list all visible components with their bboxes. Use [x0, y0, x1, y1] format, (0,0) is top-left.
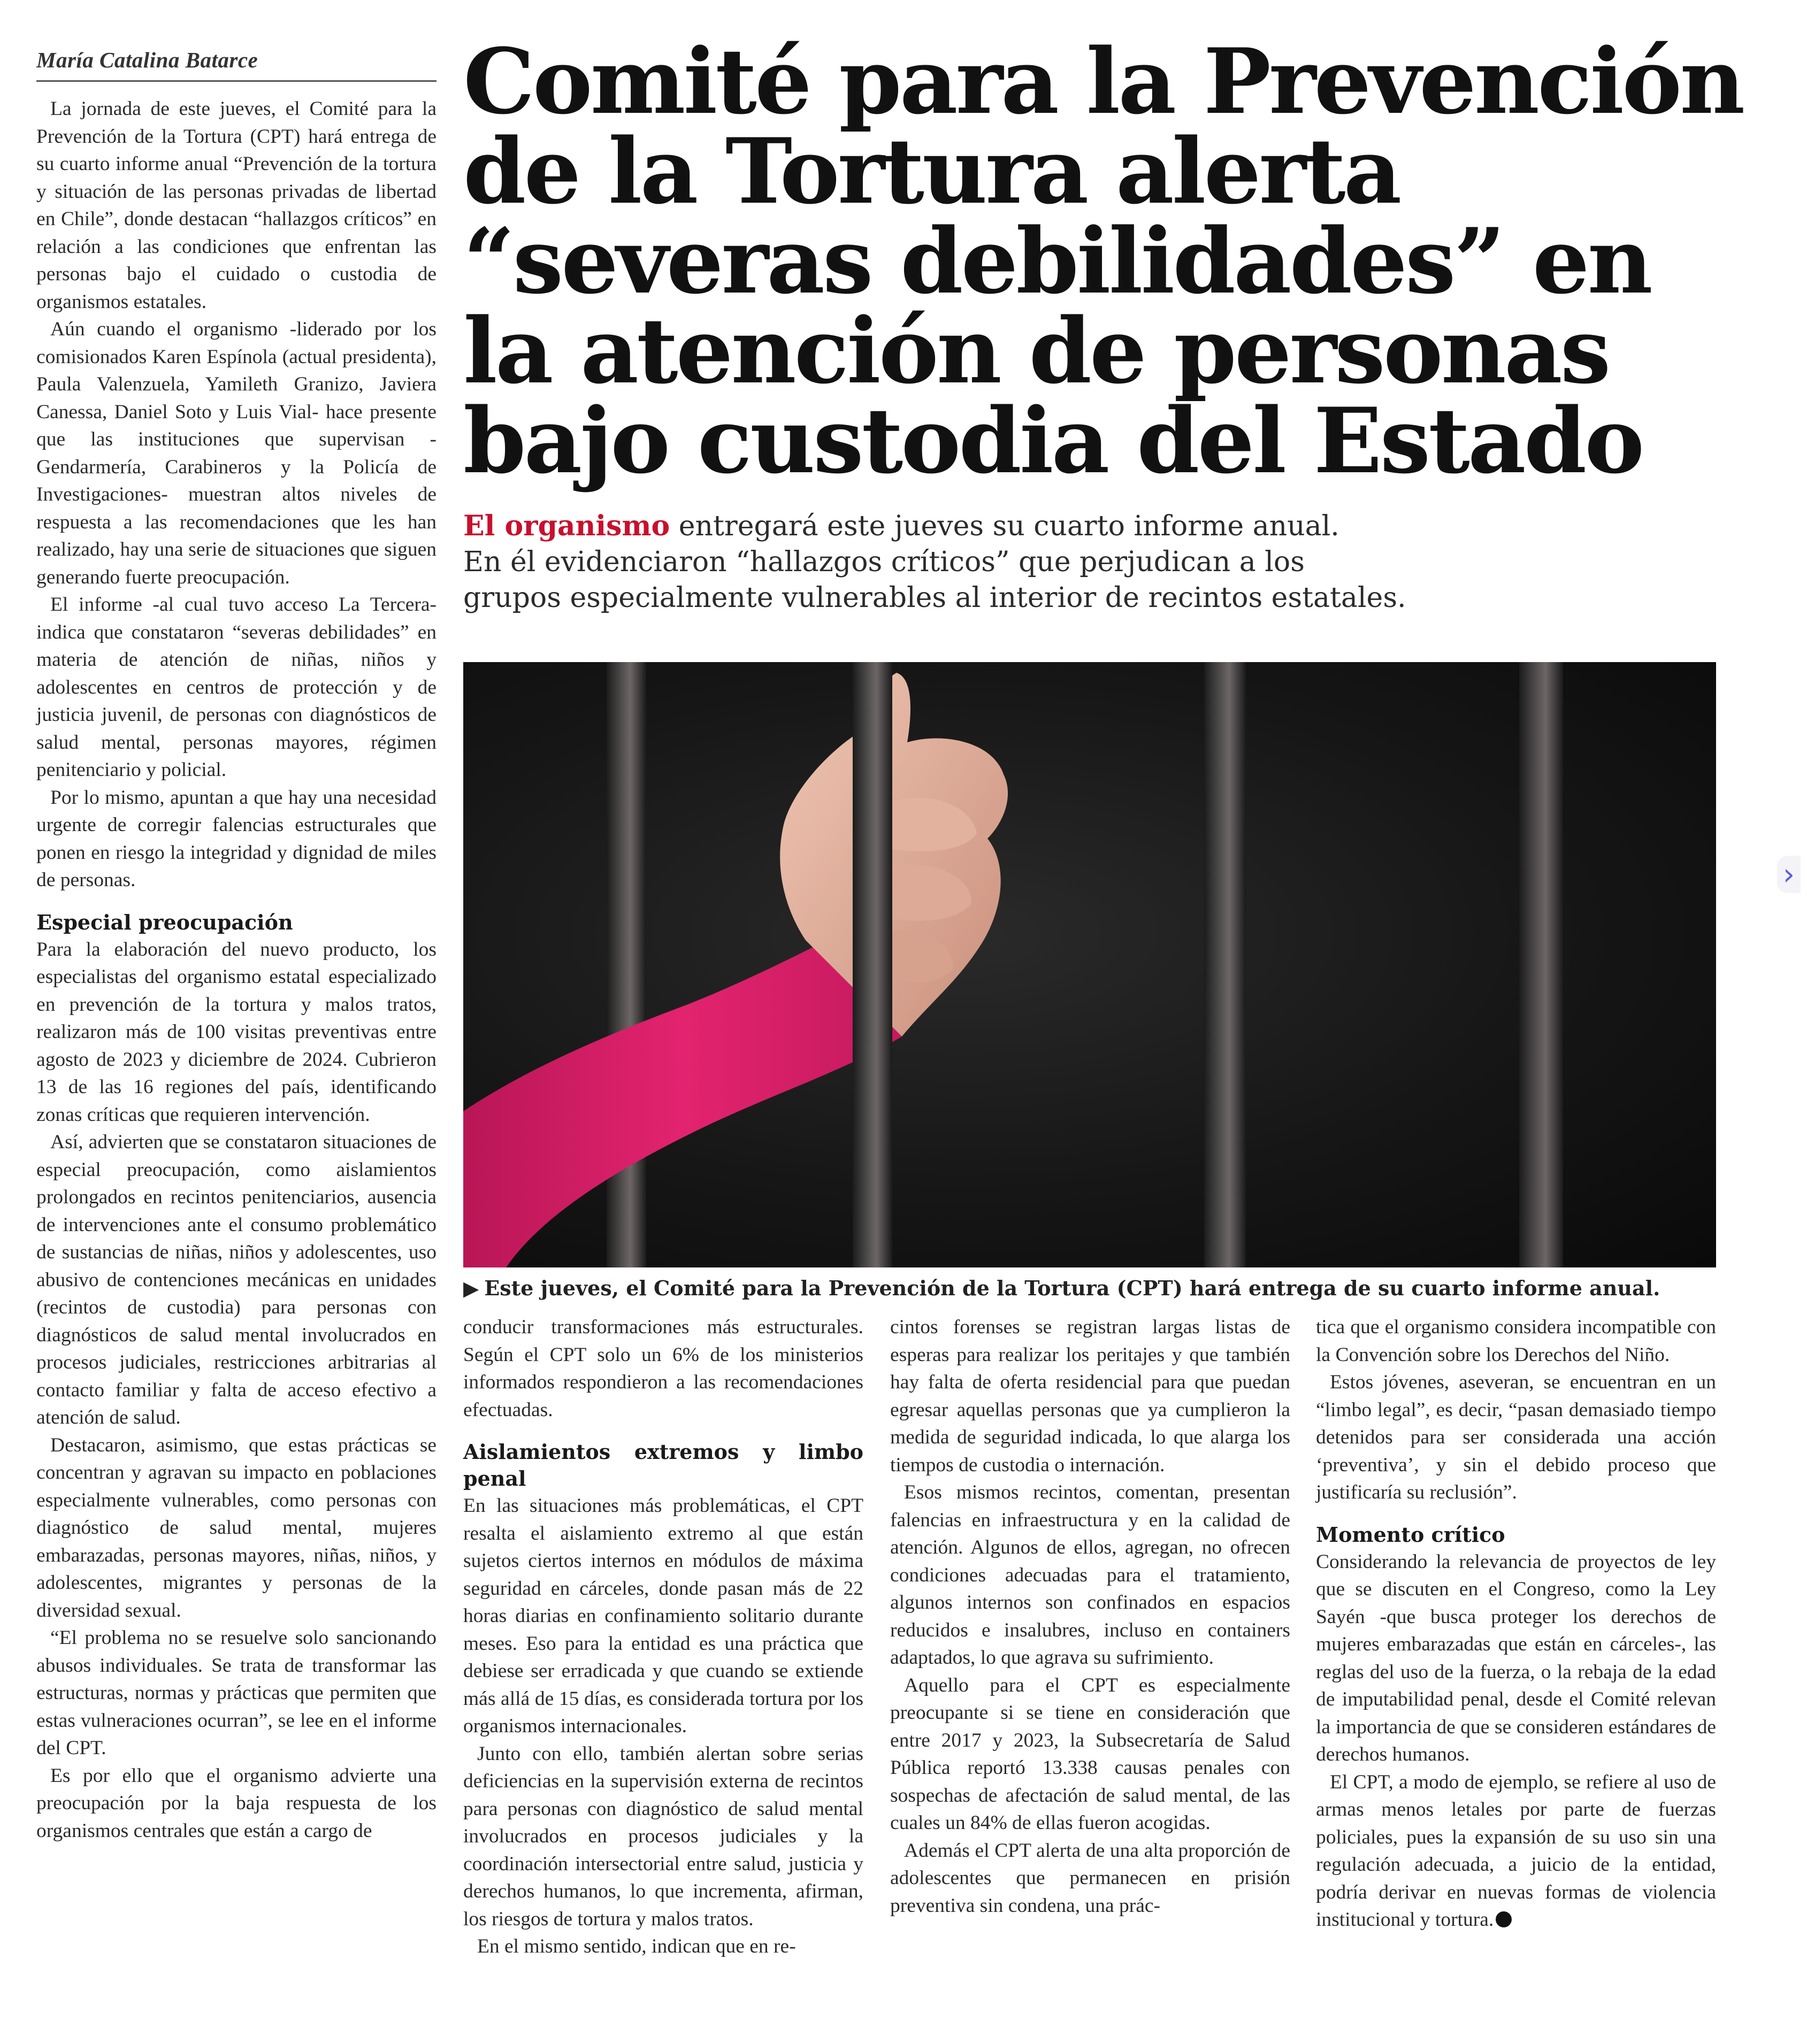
paragraph: Destacaron, asimismo, que estas prácticas se concentran y agravan su impacto en poblaciones especialmente vulnerables, como personas con diagnóstico de salud mental, mujeres embarazadas, personas mayores, niñas, niños, y adolescentes, migrantes y personas de la diversidad sexual.	[36, 1434, 437, 1622]
prison-bar	[853, 662, 892, 1267]
section-heading: Momento crítico	[1316, 1522, 1505, 1547]
paragraph: “El problema no se resuelve solo sancionando abusos individuales. Se trata de transformar las estructuras, normas y prácticas que permiten que estas vulneraciones ocurran”, se lee en el informe del CPT.	[36, 1627, 437, 1759]
paragraph: Así, advierten que se constataron situaciones de especial preocupación, como aislamientos prolongados en recintos penitenciarios, ausencia de intervenciones ante el consumo problemático de sustancias de niñas, niños y adolescentes, uso abusivo de contenciones mecánicas en unidades (recintos de custodia) para personas con diagnósticos de salud mental involucrados en procesos judiciales, restricciones arbitrarias al contacto familiar y falta de acceso efectivo a atención de salud.	[36, 1131, 437, 1428]
paragraph: Considerando la relevancia de proyectos de ley que se discuten en el Congreso, como la Ley Sayén -que busca proteger los derechos de mujeres embarazadas que están en cárceles-, las reglas del uso de la fuerza, o la rebaja de la edad de imputabilidad penal, desde el Comité relevan la importancia de que se consideren estándares de derechos humanos.	[1316, 1550, 1716, 1765]
headline	[463, 28, 1743, 494]
deck-text: grupos especialmente vulnerables al interior de recintos estatales.	[463, 582, 1406, 614]
paragraph-text: El CPT, a modo de ejemplo, se refiere al uso de armas menos letales por parte de fuerzas policiales, pues la expansión de su uso sin una regulación adecuada, a juicio de la entidad, podría derivar en nuevas formas de violencia institucional y tortura.	[1316, 1771, 1716, 1931]
end-mark-icon	[1496, 1911, 1512, 1927]
prison-bar	[1204, 662, 1246, 1267]
author-byline: María Catalina Batarce	[36, 48, 258, 72]
paragraph: Estos jóvenes, aseveran, se encuentran en un “limbo legal”, es decir, “pasan demasiado tiempo detenidos para ser considerada una acción ‘preventiva’, y sin el debido proceso que justificaría su reclusión”.	[1316, 1371, 1716, 1503]
deck-lead: El organismo	[463, 510, 670, 542]
paragraph: Aún cuando el organismo -liderado por los comisionados Karen Espínola (actual presidenta), Paula Valenzuela, Yamileth Granizo, Javiera Canessa, Daniel Soto y Luis Vial- hace presente que las instituciones que supervisan -Gendarmería, Carabineros y la Policía de Investigaciones- muestran altos niveles de respuesta a las recomendaciones que les han realizado, hay una serie de situaciones que siguen generando fuerte preocupación.	[36, 318, 437, 588]
headline-line: Comité para la Prevención	[463, 28, 1743, 134]
headline-line: de la Tortura alerta	[463, 118, 1400, 224]
headline-line: “severas debilidades” en	[463, 208, 1651, 314]
article-column-1	[36, 95, 437, 1845]
paragraph: El informe -al cual tuvo acceso La Tercera- indica que constataron “severas debilidades” en materia de atención de niñas, niños y adolescentes en centros de protección y de justicia juvenil, de personas con diagnósticos de salud mental, personas mayores, régimen penitenciario y policial.	[36, 594, 437, 781]
next-page-button[interactable]	[1777, 856, 1801, 893]
paragraph: tica que el organismo considera incompatible con la Convención sobre los Derechos del Niño.	[1316, 1316, 1716, 1366]
paragraph: Además el CPT alerta de una alta proporción de adolescentes que permanecen en prisión preventiva sin condena, una prác-	[890, 1839, 1290, 1917]
paragraph: La jornada de este jueves, el Comité para la Prevención de la Tortura (CPT) hará entrega de su cuarto informe anual “Prevención de la tortura y situación de las personas privadas de libertad en Chile”, donde destacan “hallazgos críticos” en relación a las condiciones que enfrentan las personas bajo el cuidado o custodia de organismos estatales.	[36, 98, 437, 313]
triangle-right-icon: ▶	[463, 1276, 479, 1300]
article-photo	[463, 662, 1716, 1267]
section-heading: Aislamientos extremos y limbo penal	[463, 1440, 863, 1490]
paragraph: conducir transformaciones más estructurales. Según el CPT solo un 6% de los ministerios informados respondieron a las recomendaciones efectuadas.	[463, 1316, 863, 1421]
paragraph: Es por ello que el organismo advierte una preocupación por la baja respuesta de los organismos centrales que están a cargo de	[36, 1764, 437, 1842]
prison-bar	[1519, 662, 1563, 1267]
byline-divider	[36, 80, 437, 82]
paragraph: Para la elaboración del nuevo producto, los especialistas del organismo estatal especializado en prevención de la tortura y malos tratos, realizaron más de 100 visitas preventivas entre agosto de 2023 y diciembre de 2024. Cubrieron 13 de las 16 regiones del país, identificando zonas críticas que requieren intervención.	[36, 938, 437, 1126]
photo-caption	[463, 1276, 1716, 1300]
deck-summary	[463, 508, 1406, 616]
article-column-4	[1316, 1313, 1716, 1934]
paragraph: Por lo mismo, apuntan a que hay una necesidad urgente de corregir falencias estructurales que ponen en riesgo la integridad y dignidad de miles de personas.	[36, 786, 437, 891]
paragraph: En el mismo sentido, indican que en re-	[477, 1935, 796, 1957]
pink-sleeve	[463, 940, 902, 1267]
caption-text: Este jueves, el Comité para la Prevención de la Tortura (CPT) hará entrega de su cuarto informe anual.	[484, 1276, 1660, 1300]
paragraph: Junto con ello, también alertan sobre serias deficiencias en la supervisión externa de recintos para personas con diagnóstico de salud mental involucrados en procesos judiciales y la coordinación intersectorial entre salud, justicia y derechos humanos, lo que incrementa, afirman, los riesgos de tortura y malos tratos.	[463, 1742, 863, 1930]
prison-bar	[607, 662, 646, 1267]
paragraph: Aquello para el CPT es especialmente preocupante si se tiene en consideración que entre 2017 y 2023, la Subsecretaría de Salud Pública reportó 13.338 causas penales con sospechas de afectación de salud mental, de las cuales un 84% de ellas fueron acogidas.	[890, 1674, 1290, 1834]
headline-line: la atención de personas	[463, 298, 1609, 404]
section-heading: Especial preocupación	[36, 910, 293, 934]
deck-text: entregará este jueves su cuarto informe anual.	[670, 510, 1339, 542]
headline-line: bajo custodia del Estado	[463, 388, 1643, 494]
chevron-right-icon: ›	[1782, 857, 1795, 892]
paragraph	[1316, 1769, 1716, 1934]
paragraph: Esos mismos recintos, comentan, presentan falencias en infraestructura y en la calidad de atención. Algunos de ellos, agregan, no ofrecen condiciones adecuadas para el tratamiento, algunos internos son confinados en espacios reducidos e insalubres, incluso en containers adaptados, lo que agrava su sufrimiento.	[890, 1481, 1290, 1669]
paragraph: En las situaciones más problemáticas, el CPT resalta el aislamiento extremo al que están sujetos ciertos internos en módulos de máxima seguridad en cárceles, donde pasan más de 22 horas diarias en confinamiento solitario durante meses. Eso para la entidad es una práctica que debiese ser erradicada y que cuando se extiende más allá de 15 días, es considerada tortura por los organismos internacionales.	[463, 1495, 863, 1737]
article-column-3	[890, 1313, 1290, 1919]
article-column-2	[463, 1313, 863, 1961]
deck-text: En él evidenciaron “hallazgos críticos” que perjudican a los	[463, 546, 1305, 578]
hand-on-bars-illustration	[463, 662, 1716, 1267]
paragraph: cintos forenses se registran largas listas de esperas para realizar los peritajes y que también hay falta de oferta residencial para que puedan egresar aquellas personas que ya cumplieron la medida de seguridad indicada, lo que alarga los tiempos de custodia o internación.	[890, 1316, 1290, 1476]
